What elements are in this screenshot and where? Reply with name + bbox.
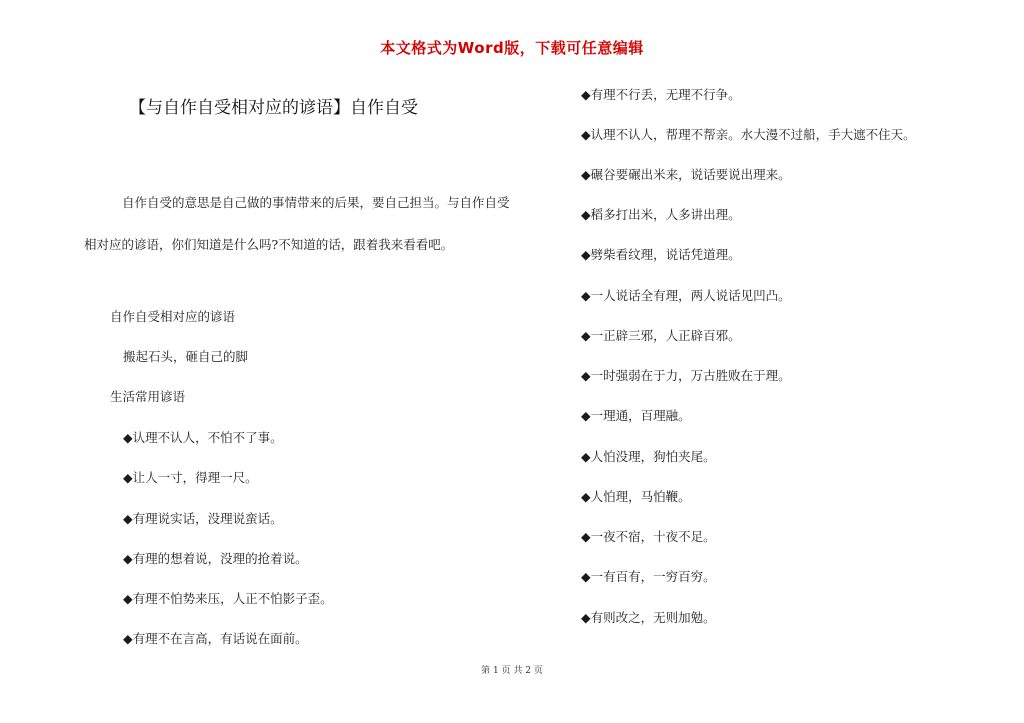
- proverb-list-item: ◆一正辟三邪，人正辟百邪。: [581, 328, 741, 343]
- proverb-list-item: ◆碾谷要碾出米来，说话要说出理来。: [581, 167, 791, 182]
- proverb-list-item: ◆有理不行丢，无理不行争。: [581, 87, 741, 102]
- section-heading: 自作自受相对应的谚语: [110, 309, 236, 324]
- proverb-list-item: ◆有理不在言高，有话说在面前。: [123, 631, 308, 646]
- intro-paragraph: 自作自受的意思是自己做的事情带来的后果，要自己担当。与自作自受相对应的谚语，你们知道是什么吗?不知道的话，跟着我来看看吧。: [84, 195, 510, 252]
- proverb-list-item: ◆让人一寸，得理一尺。: [123, 470, 258, 485]
- proverb-list-item: ◆认理不认人，帮理不帮亲。水大漫不过船，手大遮不住天。: [581, 127, 916, 142]
- document-title: 【与自作自受相对应的谚语】自作自受: [129, 98, 418, 118]
- page-number-footer: 第 1 页 共 2 页: [481, 666, 543, 676]
- proverb-list-item: ◆有理的想着说，没理的抢着说。: [123, 551, 308, 566]
- proverb-list-item: ◆一夜不宿，十夜不足。: [581, 529, 716, 544]
- download-notice-banner: 本文格式为Word版，下载可任意编辑: [380, 39, 644, 57]
- proverb-list-item: ◆有则改之，无则加勉。: [581, 610, 716, 625]
- proverb-list-item: ◆一人说话全有理，两人说话见凹凸。: [581, 288, 791, 303]
- proverb-list-item: ◆劈柴看纹理，说话凭道理。: [581, 247, 741, 262]
- main-proverb: 搬起石头，砸自己的脚: [123, 349, 249, 364]
- proverb-list-item: ◆稻多打出米，人多讲出理。: [581, 207, 741, 222]
- proverb-list-item: ◆一理通，百理融。: [581, 408, 691, 423]
- subheading-common-proverbs: 生活常用谚语: [110, 389, 186, 404]
- proverb-list-item: ◆认理不认人，不怕不了事。: [123, 430, 283, 445]
- proverb-list-item: ◆人怕没理，狗怕夹尾。: [581, 449, 716, 464]
- proverb-list-item: ◆一有百有，一穷百穷。: [581, 569, 716, 584]
- proverb-list-item: ◆有理不怕势来压，人正不怕影子歪。: [123, 591, 333, 606]
- proverb-list-item: ◆一时强弱在于力，万古胜败在于理。: [581, 368, 791, 383]
- proverb-list-item: ◆有理说实话，没理说蛮话。: [123, 511, 283, 526]
- proverb-list-item: ◆人怕理，马怕鞭。: [581, 489, 691, 504]
